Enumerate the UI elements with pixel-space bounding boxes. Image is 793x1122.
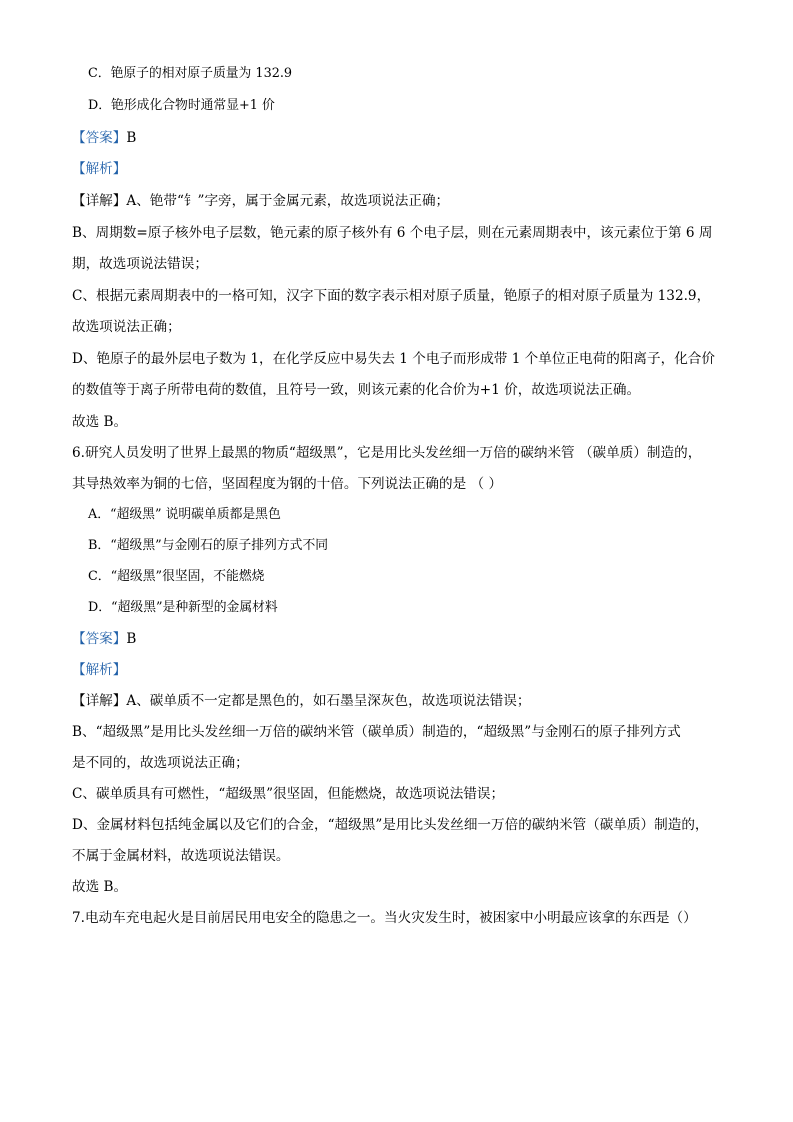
- q6-stem-line1: 6.研究人员发明了世界上最黑的物质“超级黑”，它是用比头发丝细一万倍的碳纳米管 （碳单质）制造的，: [72, 445, 702, 461]
- detail-text: A、铯带“钅”字旁，属于金属元素，故选项说法正确；: [126, 193, 450, 209]
- detail-label: 【详解】: [72, 193, 127, 209]
- answer-label: 【答案】: [72, 130, 127, 146]
- q5-answer: [72, 128, 136, 148]
- q6-detail-b-line1: B、“超级黑”是用比头发丝细一万倍的碳纳米管（碳单质）制造的，“超级黑”与金刚石的原子排列方式: [72, 724, 681, 740]
- q5-detail-c-line1: C、根据元素周期表中的一格可知，汉字下面的数字表示相对原子质量，铯原子的相对原子质量为 132.9，: [72, 288, 711, 304]
- q6-option-d: D．“超级黑”是种新型的金属材料: [88, 600, 278, 615]
- q6-stem-line2: 其导热效率为铜的七倍，坚固程度为钢的十倍。下列说法正确的是 （ ）: [72, 476, 503, 492]
- q5-detail-b-line2: 期，故选项说法错误；: [72, 256, 208, 272]
- q5-detail-a: [72, 191, 449, 211]
- q7-stem: 7.电动车充电起火是目前居民用电安全的隐患之一。当火灾发生时，被困家中小明最应该拿的东西是（）: [72, 910, 697, 926]
- q6-detail-b-line2: 是不同的，故选项说法正确；: [72, 755, 249, 771]
- answer-value: B: [126, 130, 137, 146]
- q6-answer: [72, 629, 136, 649]
- q6-detail-d-line1: D、金属材料包括纯金属以及它们的合金，“超级黑”是用比头发丝细一万倍的碳纳米管（碳单质）制造的，: [72, 817, 709, 833]
- q5-detail-b-line1: B、周期数=原子核外电子层数，铯元素的原子核外有 6 个电子层，则在元素周期表中，该元素位于第 6 周: [72, 225, 713, 241]
- q6-detail-a: [72, 691, 530, 711]
- q5-option-d: D．铯形成化合物时通常显+1 价: [88, 98, 275, 113]
- q6-detail-d-line2: 不属于金属材料，故选项说法错误。: [72, 848, 290, 864]
- q6-option-a: A．“超级黑” 说明碳单质都是黑色: [88, 507, 281, 522]
- q6-option-b: B．“超级黑”与金刚石的原子排列方式不同: [88, 538, 329, 553]
- q6-analysis-label: 【解析】: [72, 662, 127, 678]
- q6-detail-c: C、碳单质具有可燃性，“超级黑”很坚固，但能燃烧，故选项说法错误；: [72, 786, 505, 802]
- q5-analysis-label: 【解析】: [72, 161, 127, 177]
- answer-value: B: [126, 631, 137, 647]
- q5-detail-c-line2: 故选项说法正确；: [72, 319, 181, 335]
- q5-detail-d-line2: 的数值等于离子所带电荷的数值，且符号一致，则该元素的化合价为+1 价，故选项说法正确。: [72, 382, 641, 398]
- q5-option-c: C．铯原子的相对原子质量为 132.9: [88, 66, 293, 81]
- detail-label: 【详解】: [72, 693, 127, 709]
- q5-conclusion: 故选 B。: [72, 414, 128, 430]
- detail-text: A、碳单质不一定都是黑色的，如石墨呈深灰色，故选项说法错误；: [126, 693, 531, 709]
- q6-conclusion: 故选 B。: [72, 879, 128, 895]
- q6-option-c: C．“超级黑”很坚固，不能燃烧: [88, 569, 265, 584]
- q5-detail-d-line1: D、铯原子的最外层电子数为 1，在化学反应中易失去 1 个电子而形成带 1 个单位正电荷的阳离子，化合价: [72, 351, 715, 367]
- answer-label: 【答案】: [72, 631, 127, 647]
